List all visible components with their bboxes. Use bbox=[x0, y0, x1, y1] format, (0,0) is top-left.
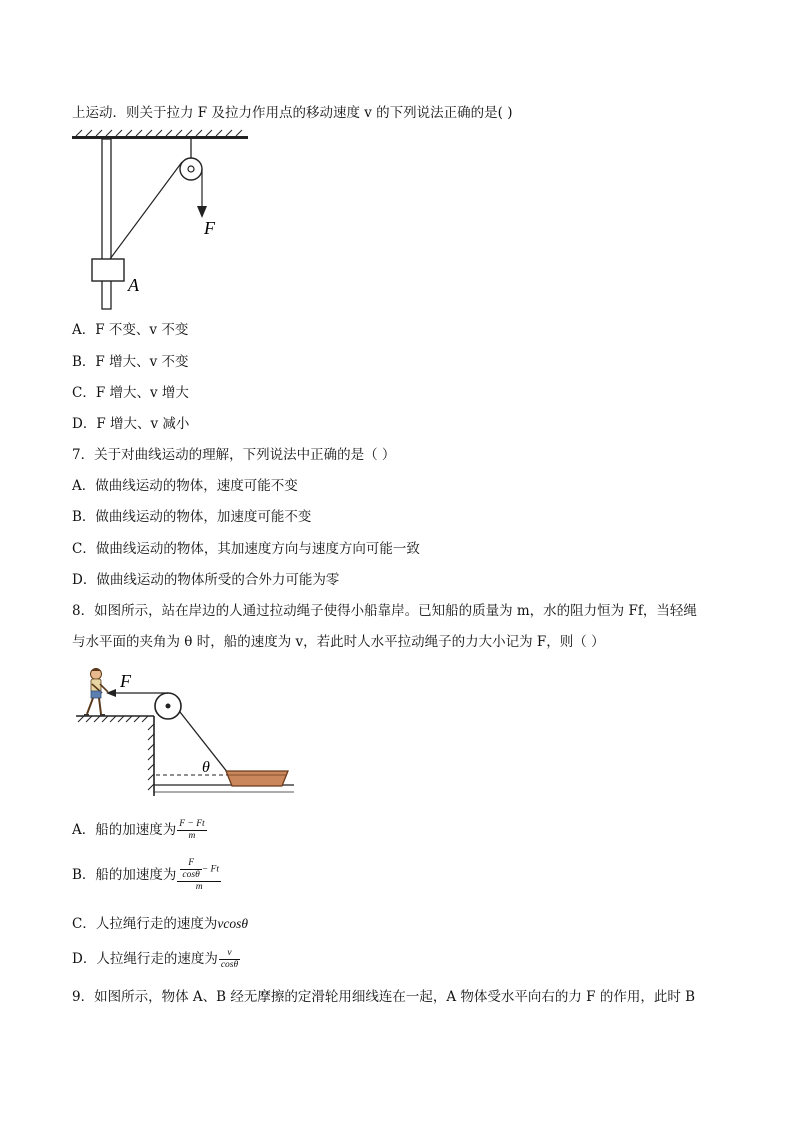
pull-arrow-head bbox=[106, 689, 116, 697]
q9-stem: 9．如图所示，物体 A、B 经无摩擦的定滑轮用细线连在一起，A 物体受水平向右的力 F 的作用，此时 B bbox=[72, 989, 696, 1005]
q8-stem-line1: 8．如图所示，站在岸边的人通过拉动绳子使得小船靠岸。已知船的质量为 m，水的阻力恒为 Ff，当轻绳 bbox=[72, 603, 697, 619]
force-arrow-head bbox=[197, 206, 207, 218]
q6-stem-tail: 上运动．则关于拉力 F 及拉力作用点的移动速度 v 的下列说法正确的是( ) bbox=[72, 105, 513, 121]
q7-option-a: A．做曲线运动的物体，速度可能不变 bbox=[72, 478, 298, 494]
ceiling-bar bbox=[72, 136, 248, 139]
q7-option-d: D．做曲线运动的物体所受的合外力可能为零 bbox=[72, 572, 340, 588]
rope-to-block bbox=[110, 162, 182, 259]
q6-pulley-figure bbox=[70, 128, 260, 313]
vertical-pole bbox=[102, 139, 111, 309]
q8-option-a-fraction: $\frac{F - Ft}{m}$ bbox=[179, 819, 205, 841]
q8-option-d: D．人拉绳行走的速度为 $\frac{v}{\cos\theta}$ bbox=[72, 948, 239, 970]
force-label: F bbox=[204, 218, 215, 238]
block-a-label: A bbox=[128, 275, 139, 295]
wall-hatch bbox=[148, 724, 154, 790]
q7-option-b: B．做曲线运动的物体，加速度可能不变 bbox=[72, 509, 312, 525]
q8-option-b: B．船的加速度为 $\frac{F}{\cos\theta}$ − Ft m bbox=[72, 858, 219, 892]
q6-option-a: A．F 不变、v 不变 bbox=[72, 322, 189, 338]
q6-option-b: B．F 增大、v 不变 bbox=[72, 354, 189, 370]
block-a bbox=[92, 259, 124, 281]
angle-label: θ bbox=[202, 759, 210, 776]
ceiling-hatch bbox=[76, 130, 242, 136]
pull-force-label: F bbox=[120, 671, 131, 691]
boat bbox=[226, 771, 288, 786]
q8-option-a: A．船的加速度为 $\frac{F - Ft}{m}$ bbox=[72, 819, 205, 841]
q8-stem-line2: 与水平面的夹角为 θ 时，船的速度为 v，若此时人水平拉动绳子的力大小记为 F，则（ ） bbox=[72, 634, 605, 650]
q7-stem: 7．关于对曲线运动的理解，下列说法中正确的是（ ） bbox=[72, 447, 396, 463]
q8-boat-figure bbox=[72, 660, 302, 800]
q8-option-b-fraction: $\frac{F}{\cos\theta}$ − Ft m bbox=[177, 858, 221, 893]
q7-option-c: C．做曲线运动的物体，其加速度方向与速度方向可能一致 bbox=[72, 541, 420, 557]
person-figure bbox=[84, 668, 108, 715]
q8-option-c: C．人拉绳行走的速度为vcosθ bbox=[72, 916, 248, 932]
q6-option-c: C．F 增大、v 增大 bbox=[72, 385, 189, 401]
q6-option-d: D．F 增大、v 减小 bbox=[72, 416, 190, 432]
q8-option-d-fraction: $\frac{v}{\cos\theta}$ bbox=[220, 948, 239, 970]
shore-hatch bbox=[78, 716, 148, 722]
